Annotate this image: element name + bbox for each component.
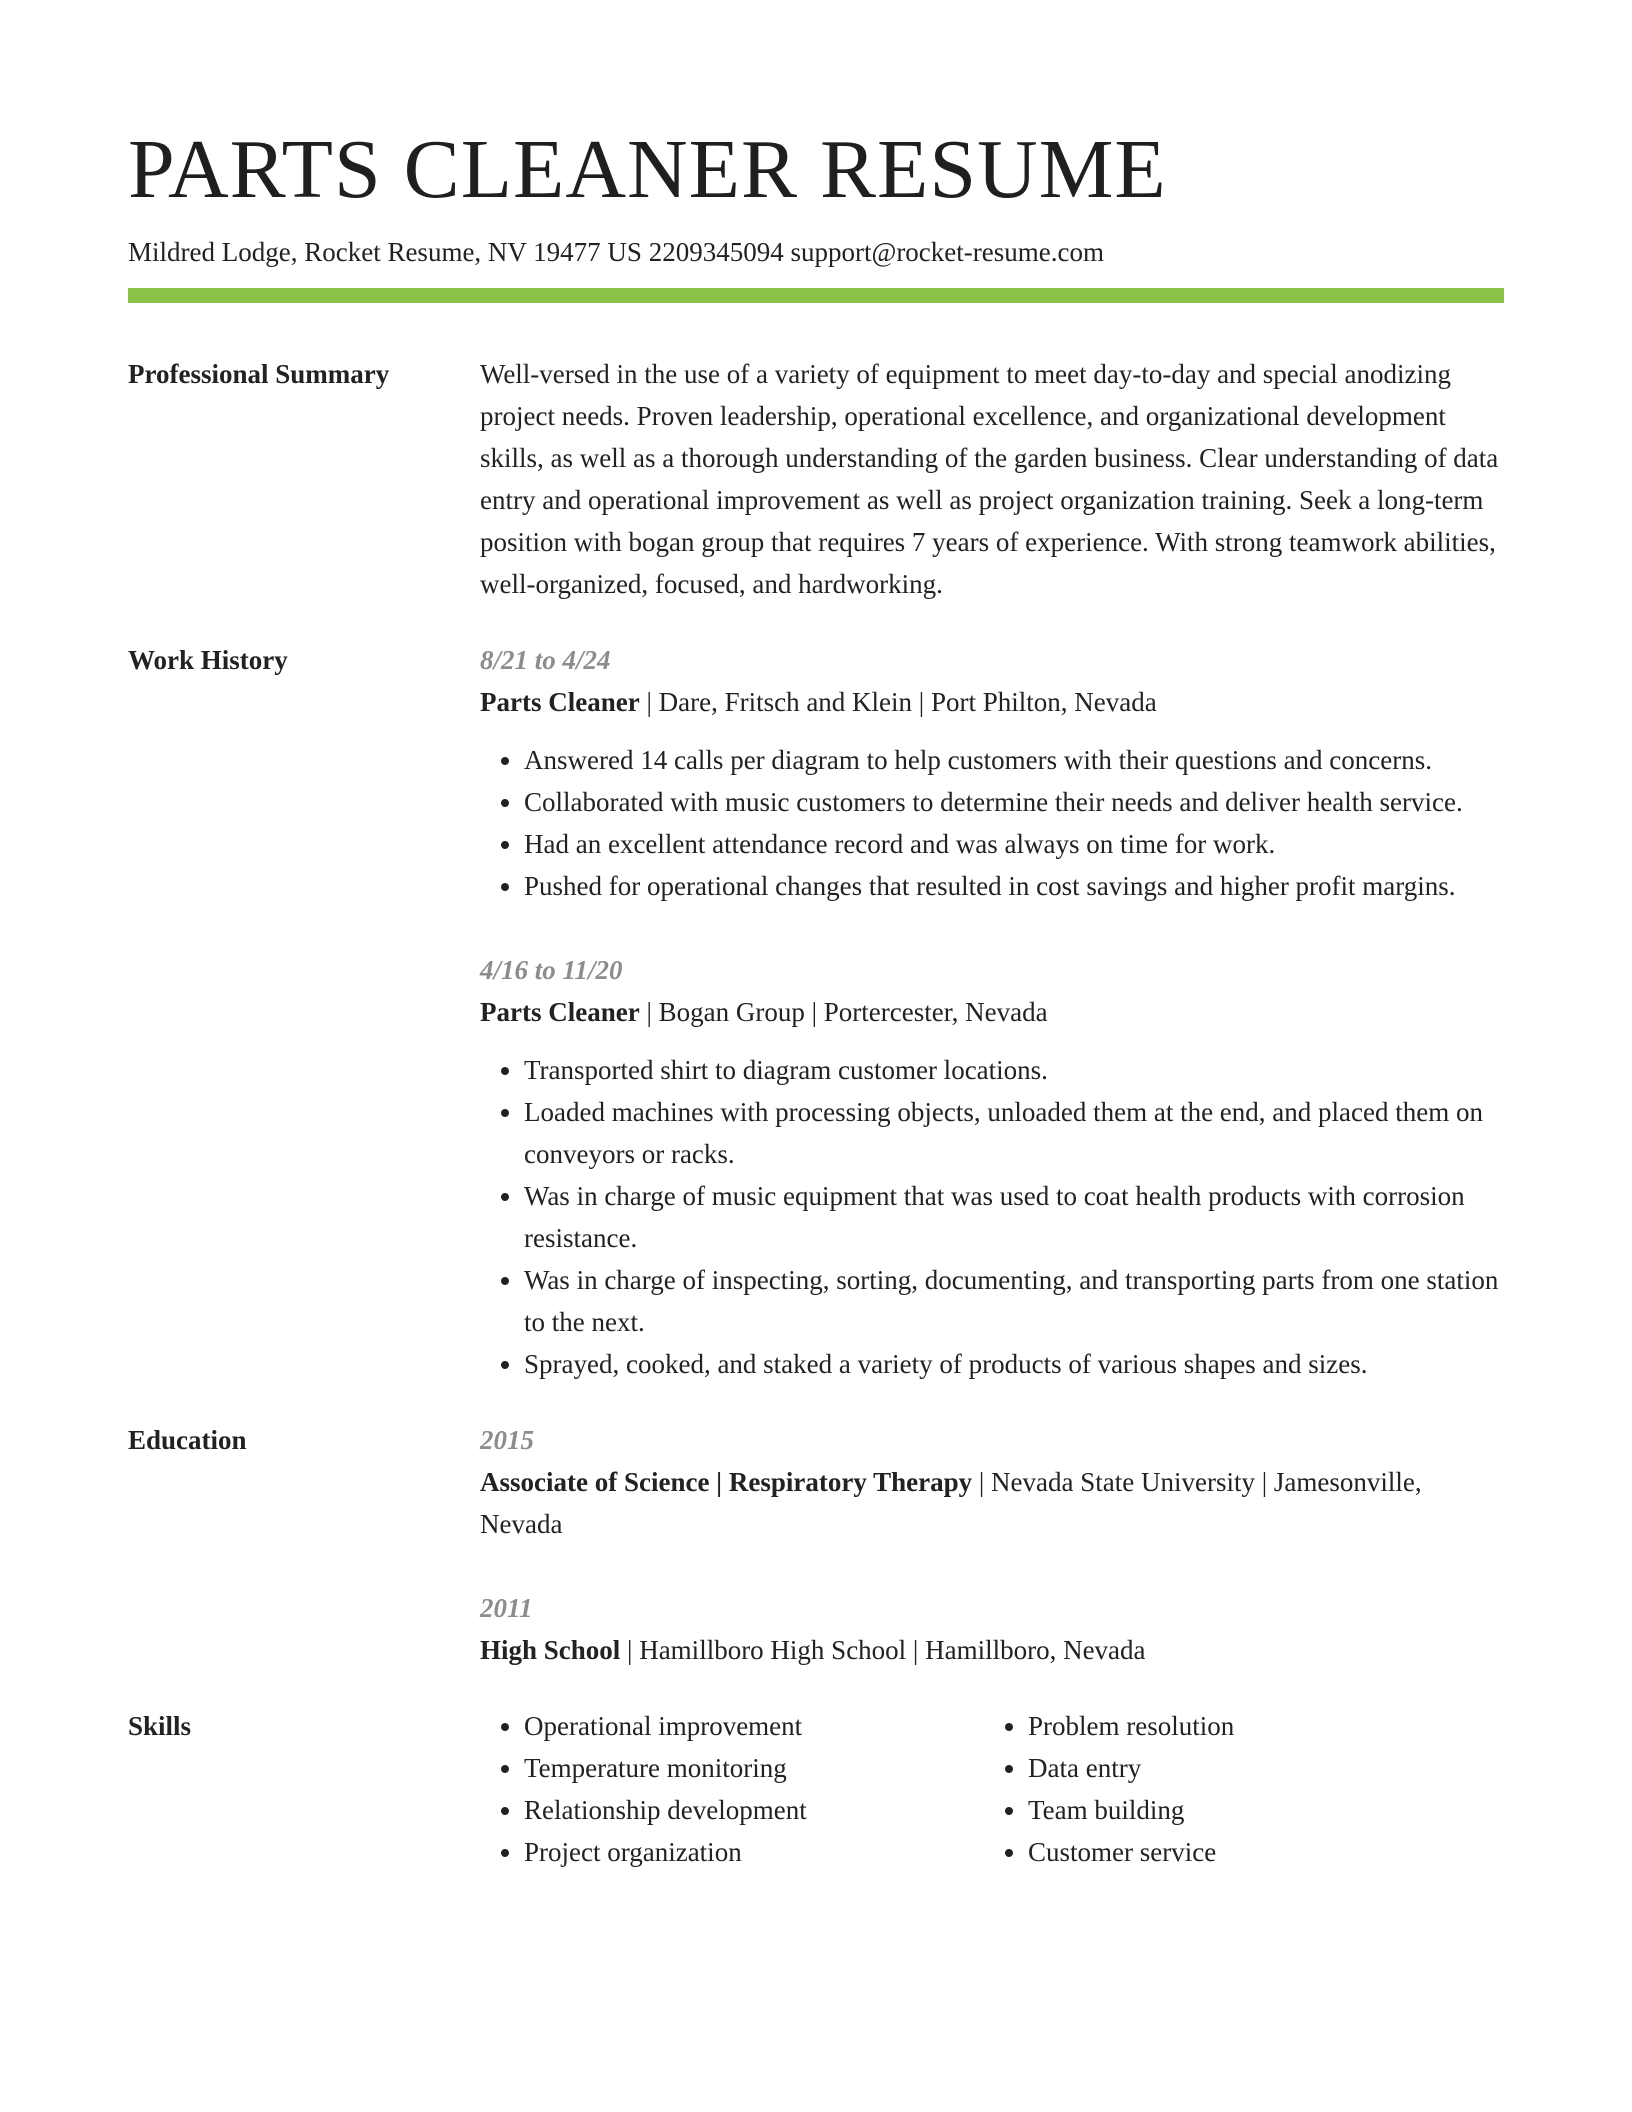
education-year: 2015 xyxy=(480,1425,534,1456)
resume-page xyxy=(128,118,1504,1873)
job-bullet: • Pushed for operational changes that resulted in cost savings and higher profit margins. xyxy=(524,865,1504,907)
education-line xyxy=(480,1461,1504,1545)
contact-line: Mildred Lodge, Rocket Resume, NV 19477 US 2209345094 support@rocket-resume.com xyxy=(128,237,1104,267)
job-bullet: • Had an excellent attendance record and was always on time for work. xyxy=(524,823,1504,865)
skills-label: Skills xyxy=(128,1711,192,1742)
skill-item: • Relationship development xyxy=(524,1789,984,1831)
job-role-line xyxy=(480,991,1504,1033)
skills-column-right xyxy=(984,1705,1488,1873)
job-title: Parts Cleaner xyxy=(480,997,640,1028)
skill-item: • Data entry xyxy=(1028,1747,1488,1789)
education-line xyxy=(480,1629,1504,1671)
job-bullet: • Sprayed, cooked, and staked a variety of products of various shapes and sizes. xyxy=(524,1343,1504,1385)
education-year: 2011 xyxy=(480,1593,533,1624)
skill-item: • Customer service xyxy=(1028,1831,1488,1873)
skill-item: • Temperature monitoring xyxy=(524,1747,984,1789)
education-details: | Hamillboro High School | Hamillboro, Nevada xyxy=(620,1635,1146,1666)
education-label: Education xyxy=(128,1425,247,1456)
job-dates: 8/21 to 4/24 xyxy=(480,645,611,676)
job-bullets xyxy=(480,739,1504,907)
job-bullet: • Collaborated with music customers to determine their needs and deliver health service. xyxy=(524,781,1504,823)
job-bullet: • Was in charge of music equipment that was used to coat health products with corrosion resistance. xyxy=(524,1175,1504,1259)
skills-body xyxy=(480,1705,1504,1873)
job-title: Parts Cleaner xyxy=(480,687,640,718)
education-degree: High School xyxy=(480,1635,621,1666)
education-entry xyxy=(480,1587,1504,1671)
work-history-label: Work History xyxy=(128,645,288,676)
job-bullet: • Was in charge of inspecting, sorting, documenting, and transporting parts from one station to the next. xyxy=(524,1259,1504,1343)
summary-label: Professional Summary xyxy=(128,359,390,390)
skills-column-left xyxy=(480,1705,984,1873)
job-bullets xyxy=(480,1049,1504,1385)
skill-item: • Team building xyxy=(1028,1789,1488,1831)
job-bullet: • Answered 14 calls per diagram to help customers with their questions and concerns. xyxy=(524,739,1504,781)
job-details: | Dare, Fritsch and Klein | Port Philton, Nevada xyxy=(639,687,1157,718)
job-bullet: • Loaded machines with processing objects, unloaded them at the end, and placed them on conveyors or racks. xyxy=(524,1091,1504,1175)
education-details: | Nevada State University | Jamesonville, Nevada xyxy=(480,1467,1422,1540)
work-history-body xyxy=(480,639,1504,1385)
skill-item: • Operational improvement xyxy=(524,1705,984,1747)
skill-item: • Problem resolution xyxy=(1028,1705,1488,1747)
education-entry xyxy=(480,1419,1504,1545)
skills-section xyxy=(128,1705,1504,1873)
job-role-line xyxy=(480,681,1504,723)
accent-divider xyxy=(128,288,1504,303)
job-bullet: • Transported shirt to diagram customer locations. xyxy=(524,1049,1504,1091)
resume-title: PARTS CLEANER RESUME xyxy=(128,123,1167,216)
job-dates: 4/16 to 11/20 xyxy=(480,955,623,986)
job-entry xyxy=(480,639,1504,907)
work-history-section xyxy=(128,639,1504,1385)
job-details: | Bogan Group | Portercester, Nevada xyxy=(639,997,1048,1028)
summary-text: Well-versed in the use of a variety of equipment to meet day-to-day and special anodizing project needs. Proven leadership, operational excellence, and organizational development skills, as well as a thorough understanding of the garden business. Clear understanding of data entry and operational improvement as well as project organization training. Seek a long-term position with bogan group that requires 7 years of experience. With strong teamwork abilities, well-organized, focused, and hardworking. xyxy=(480,359,1499,600)
summary-section xyxy=(128,353,1504,605)
skill-item: • Project organization xyxy=(524,1831,984,1873)
education-body xyxy=(480,1419,1504,1671)
job-entry xyxy=(480,949,1504,1385)
skills-grid xyxy=(480,1705,1504,1873)
education-section xyxy=(128,1419,1504,1671)
education-degree: Associate of Science | Respiratory Therapy xyxy=(480,1467,973,1498)
